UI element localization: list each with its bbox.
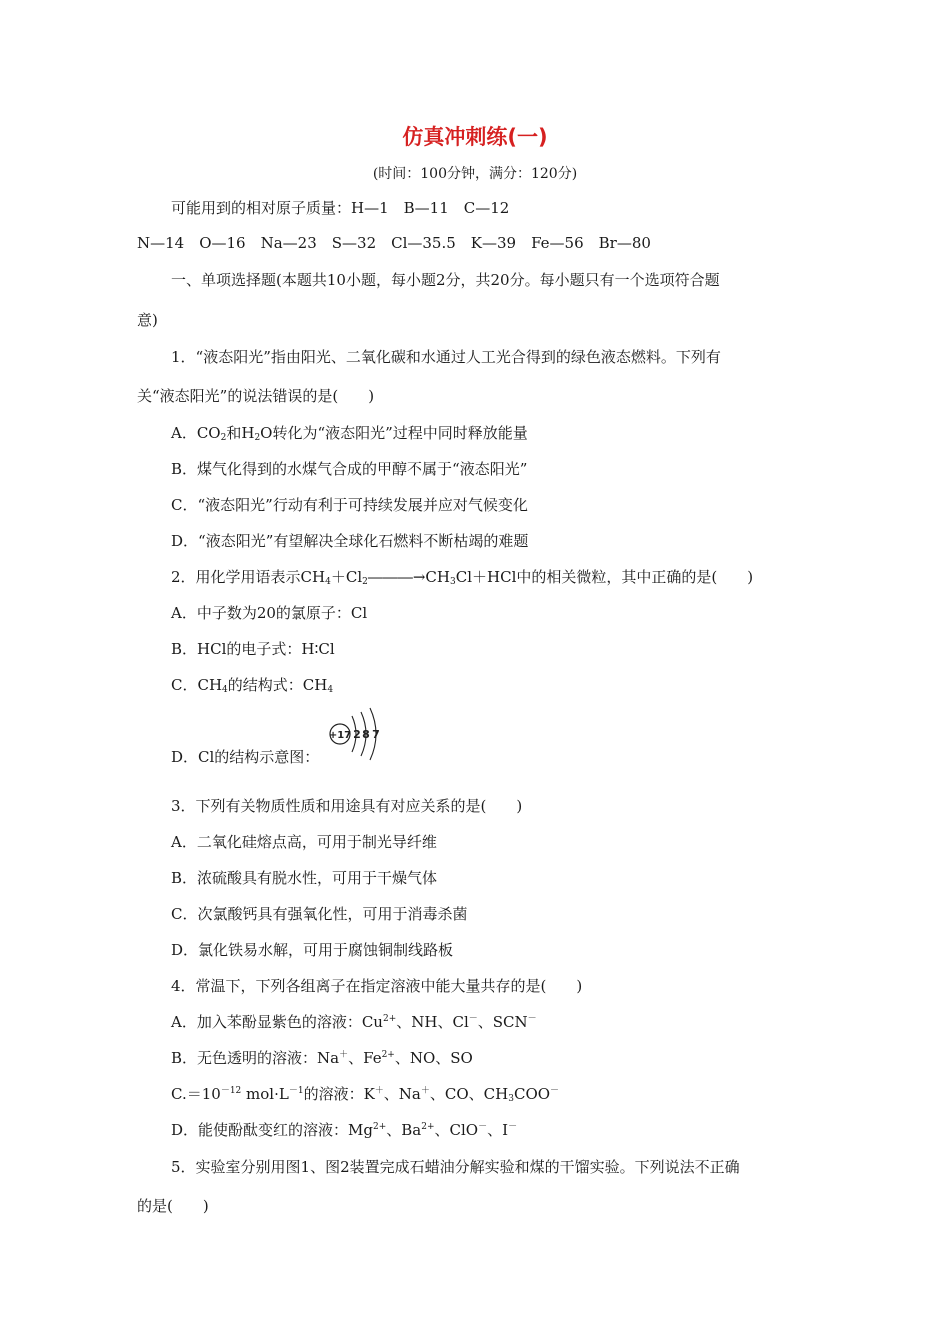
q4-option-c: $C.=10^{-12}$ $mol\cdot L^{-1}$的溶液：K＋、Na＋、CO、$CH_3COO^-$ <box>171 1085 560 1104</box>
section-heading-line-1: 一、单项选择题(本题共10小题，每小题2分，共20分。每小题只有一个选项符合题 <box>171 271 720 289</box>
q3-option-a: A．二氧化硅熔点高，可用于制光导纤维 <box>171 833 437 851</box>
page-title: 仿真冲刺练(一) <box>402 125 548 149</box>
q5-stem-line-2: 的是( ) <box>137 1197 209 1215</box>
q2-option-a: A．中子数为20的氯原子：Cl <box>171 604 368 622</box>
q1-option-d: D．“液态阳光”有望解决全球化石燃料不断枯竭的难题 <box>171 532 529 550</box>
section-heading-line-2: 意) <box>137 311 158 329</box>
nucleus-charge-label: +17 <box>328 730 352 741</box>
q2-option-d: D．Cl的结构示意图： <box>171 748 320 766</box>
chlorine-atom-structure-diagram <box>326 704 390 764</box>
q2-stem: 2．用化学用语表示$CH_4+Cl_2―――\to CH_3Cl+HCl$中的相关微粒，其中正确的是( ) <box>171 568 754 587</box>
shell-1-electron-count: 2 <box>353 728 361 741</box>
shell-2-electron-count: 8 <box>362 728 370 741</box>
atomic-mass-line-1: 可能用到的相对原子质量：H—1 B—11 C—12 <box>171 199 510 217</box>
q2-option-c: C．$CH_4$的结构式：$CH_4$ <box>171 676 334 695</box>
q4-option-d: D．能使酚酞变红的溶液：$Mg^{2+}$、$Ba^{2+}$、ClO－、I－ <box>171 1121 518 1139</box>
q4-stem: 4．常温下，下列各组离子在指定溶液中能大量共存的是( ) <box>171 977 583 995</box>
exam-time-score: (时间：100分钟，满分：120分) <box>372 166 578 182</box>
shell-3-electron-count: 7 <box>372 728 380 741</box>
q5-stem-line-1: 5．实验室分别用图1、图2装置完成石蜡油分解实验和煤的干馏实验。下列说法不正确 <box>171 1158 740 1176</box>
q1-option-c: C．“液态阳光”行动有利于可持续发展并应对气候变化 <box>171 496 528 514</box>
q3-option-d: D．氯化铁易水解，可用于腐蚀铜制线路板 <box>171 941 454 959</box>
q3-option-c: C．次氯酸钙具有强氧化性，可用于消毒杀菌 <box>171 905 468 923</box>
q1-stem-line-1: 1．“液态阳光”指由阳光、二氧化碳和水通过人工光合得到的绿色液态燃料。下列有 <box>171 348 721 366</box>
q3-stem: 3．下列有关物质性质和用途具有对应关系的是( ) <box>171 797 523 815</box>
atomic-mass-line-2: N—14 O—16 Na—23 S—32 Cl—35.5 K—39 Fe—56 Br—80 <box>137 234 651 252</box>
q1-option-b: B．煤气化得到的水煤气合成的甲醇不属于“液态阳光” <box>171 460 528 478</box>
q1-option-a: A．$CO_2$和$H_2O$转化为“液态阳光”过程中同时释放能量 <box>171 424 528 443</box>
q3-option-b: B．浓硫酸具有脱水性，可用于干燥气体 <box>171 869 438 887</box>
q1-stem-line-2: 关“液态阳光”的说法错误的是( ) <box>137 387 375 405</box>
q4-option-b: B．无色透明的溶液：Na＋、$Fe^{2+}$、NO、SO <box>171 1049 473 1067</box>
q2-option-b: B．HCl的电子式：H∶Cl <box>171 640 335 658</box>
q4-option-a: A．加入苯酚显紫色的溶液：$Cu^{2+}$、NH、Cl－、SCN－ <box>171 1013 537 1031</box>
